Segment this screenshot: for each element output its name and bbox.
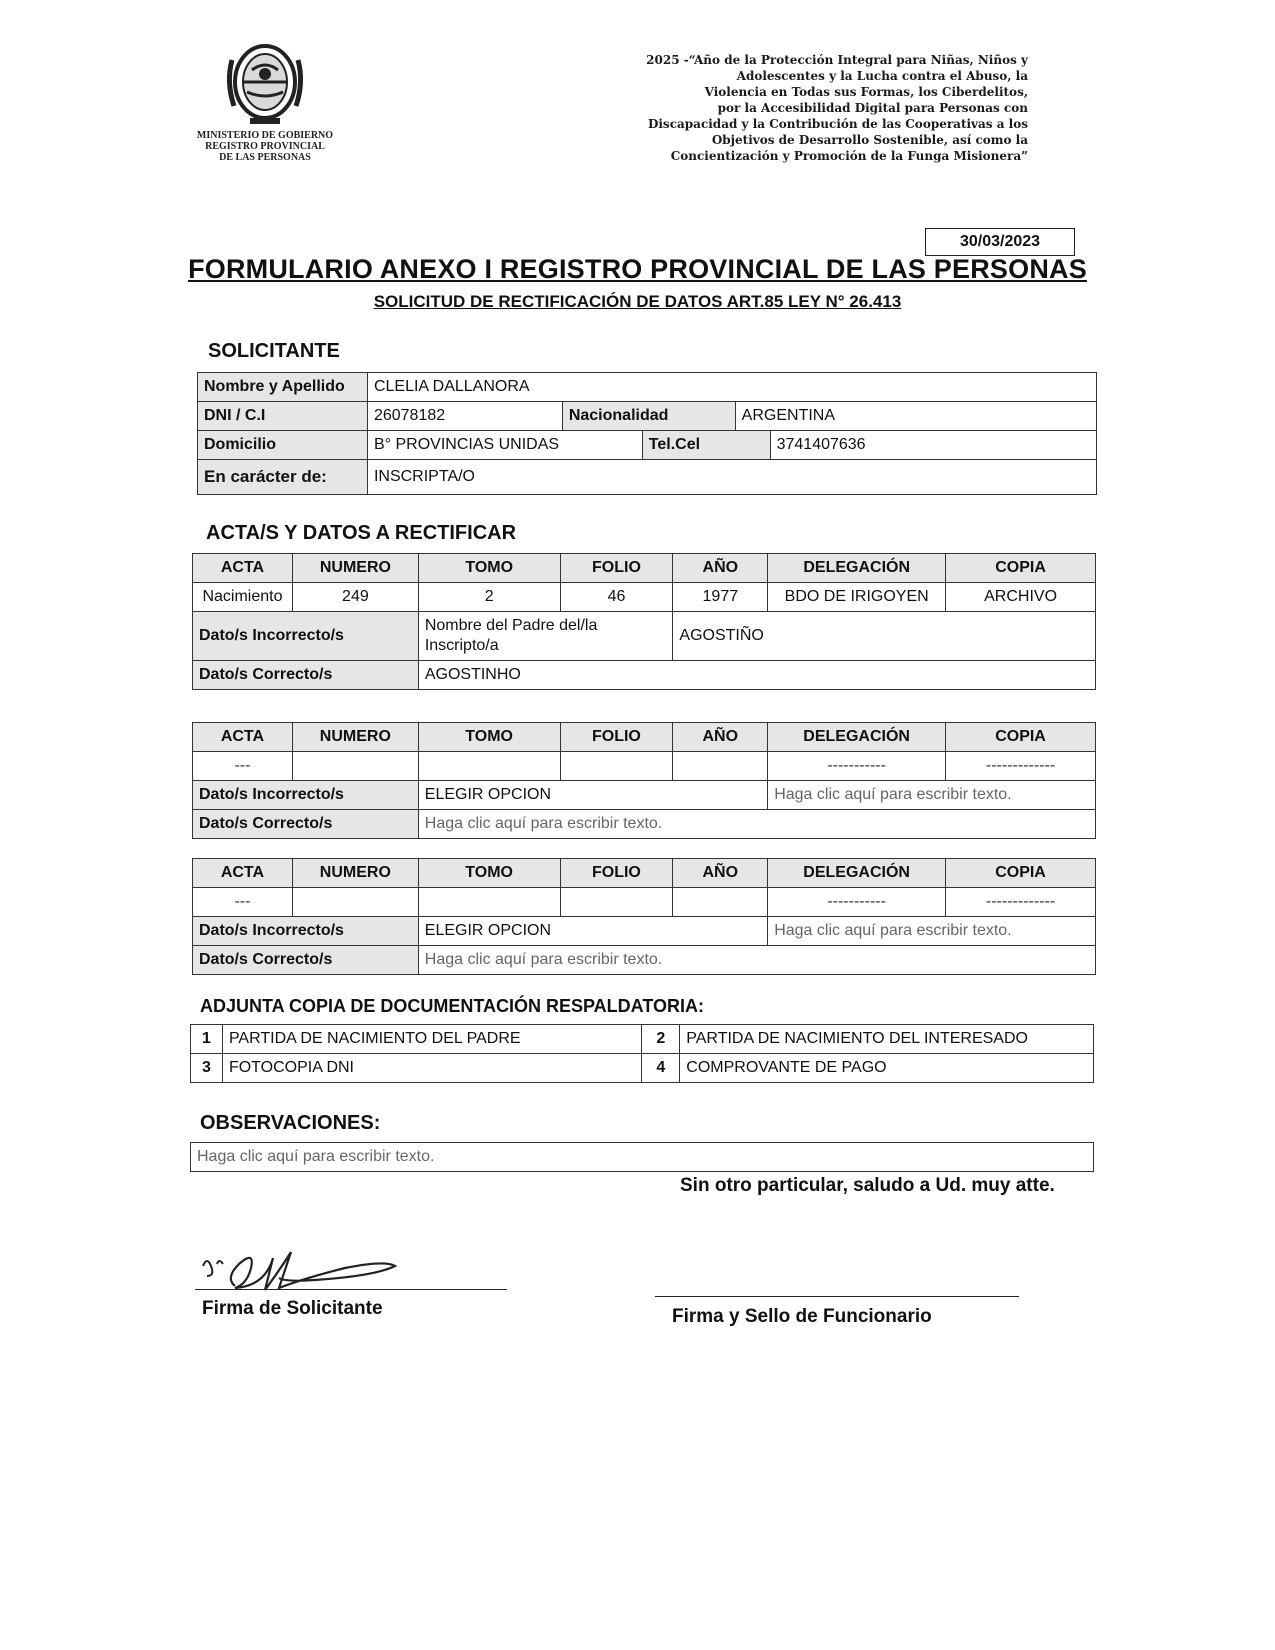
delegacion-cell[interactable]: ----------- xyxy=(768,888,946,917)
incorrect-label: Dato/s Incorrecto/s xyxy=(193,781,419,810)
correct-value-field[interactable]: AGOSTINHO xyxy=(418,661,1095,690)
header-folio: FOLIO xyxy=(560,859,673,888)
header-delegacion: DELEGACIÓN xyxy=(768,554,946,583)
ano-cell[interactable] xyxy=(673,888,768,917)
motto-line: Objetivos de Desarrollo Sostenible, así como la xyxy=(711,133,1028,147)
provincial-seal-icon xyxy=(222,40,308,128)
header-ano: AÑO xyxy=(673,859,768,888)
correct-value-field[interactable]: Haga clic aquí para escribir texto. xyxy=(418,946,1095,975)
adjunta-title: ADJUNTA COPIA DE DOCUMENTACIÓN RESPALDATORIA: xyxy=(200,996,704,1016)
incorrect-value-field[interactable]: AGOSTIÑO xyxy=(673,612,1096,661)
signature-line-funcionario xyxy=(655,1296,1019,1297)
header-folio: FOLIO xyxy=(560,554,673,583)
copia-cell[interactable]: ------------- xyxy=(946,752,1096,781)
header-acta: ACTA xyxy=(193,859,293,888)
incorrect-label: Dato/s Incorrecto/s xyxy=(193,917,419,946)
acta-cell[interactable]: Nacimiento xyxy=(193,583,293,612)
motto-line: Violencia en Todas sus Formas, los Ciberdelitos, xyxy=(704,85,1028,99)
incorrect-field-select[interactable]: ELEGIR OPCION xyxy=(418,917,767,946)
ministry-line: DE LAS PERSONAS xyxy=(219,152,311,163)
incorrect-value-field[interactable]: Haga clic aquí para escribir texto. xyxy=(768,781,1096,810)
header-copia: COPIA xyxy=(946,723,1096,752)
nombre-field[interactable]: CLELIA DALLANORA xyxy=(367,373,1096,402)
correct-value-field[interactable]: Haga clic aquí para escribir texto. xyxy=(418,810,1095,839)
firma-solicitante-label: Firma de Solicitante xyxy=(202,1298,383,1319)
observaciones-title: OBSERVACIONES: xyxy=(200,1112,381,1134)
delegacion-cell[interactable]: ----------- xyxy=(768,752,946,781)
form-title: FORMULARIO ANEXO I REGISTRO PROVINCIAL DE LAS PERSONAS xyxy=(188,254,1087,284)
header-numero: NUMERO xyxy=(292,859,418,888)
observaciones-field[interactable]: Haga clic aquí para escribir texto. xyxy=(191,1143,1094,1172)
actas-title: ACTA/S Y DATOS A RECTIFICAR xyxy=(206,522,517,544)
ministry-name xyxy=(180,130,350,163)
ministry-line: MINISTERIO DE GOBIERNO xyxy=(196,130,334,141)
doc-item[interactable]: COMPROVANTE DE PAGO xyxy=(680,1054,1094,1083)
observaciones-table xyxy=(190,1142,1094,1172)
header-copia: COPIA xyxy=(946,554,1096,583)
tel-field[interactable]: 3741407636 xyxy=(770,431,1096,460)
folio-cell[interactable]: 46 xyxy=(560,583,673,612)
header-numero: NUMERO xyxy=(292,554,418,583)
doc-number: 4 xyxy=(642,1054,680,1083)
header-ano: AÑO xyxy=(673,554,768,583)
ministry-line: REGISTRO PROVINCIAL xyxy=(205,141,325,152)
tomo-cell[interactable] xyxy=(418,888,560,917)
motto-line: Concientización y Promoción de la Funga Misionera” xyxy=(670,149,1028,163)
signature-line-solicitante xyxy=(195,1289,507,1290)
solicitante-title: SOLICITANTE xyxy=(208,340,340,362)
acta-block-3 xyxy=(192,858,1096,975)
ano-cell[interactable] xyxy=(673,752,768,781)
correct-label: Dato/s Correcto/s xyxy=(193,661,419,690)
firma-funcionario-label: Firma y Sello de Funcionario xyxy=(672,1306,932,1327)
numero-cell[interactable] xyxy=(292,888,418,917)
solicitante-table xyxy=(197,372,1097,495)
header-tomo: TOMO xyxy=(418,723,560,752)
acta-block-2 xyxy=(192,722,1096,839)
header-tomo: TOMO xyxy=(418,554,560,583)
caracter-field[interactable]: INSCRIPTA/O xyxy=(367,460,1096,495)
dni-label: DNI / C.I xyxy=(198,402,368,431)
domicilio-label: Domicilio xyxy=(198,431,368,460)
folio-cell[interactable] xyxy=(560,752,673,781)
dni-field[interactable]: 26078182 xyxy=(367,402,562,431)
correct-label: Dato/s Correcto/s xyxy=(193,946,419,975)
doc-number: 2 xyxy=(642,1025,680,1054)
header-acta: ACTA xyxy=(193,723,293,752)
doc-item[interactable]: PARTIDA DE NACIMIENTO DEL PADRE xyxy=(222,1025,641,1054)
header-delegacion: DELEGACIÓN xyxy=(768,859,946,888)
header-tomo: TOMO xyxy=(418,859,560,888)
form-subtitle: SOLICITUD DE RECTIFICACIÓN DE DATOS ART.85 LEY N° 26.413 xyxy=(373,292,902,311)
acta-cell[interactable]: --- xyxy=(193,888,293,917)
nacionalidad-field[interactable]: ARGENTINA xyxy=(735,402,1096,431)
doc-item[interactable]: FOTOCOPIA DNI xyxy=(222,1054,641,1083)
nombre-label: Nombre y Apellido xyxy=(198,373,368,402)
motto-line: por la Accesibilidad Digital para Personas con xyxy=(717,101,1028,115)
date-field[interactable]: 30/03/2023 xyxy=(925,228,1075,256)
doc-item[interactable]: PARTIDA DE NACIMIENTO DEL INTERESADO xyxy=(680,1025,1094,1054)
domicilio-field[interactable]: B° PROVINCIAS UNIDAS xyxy=(367,431,642,460)
tel-label: Tel.Cel xyxy=(642,431,770,460)
acta-block-1 xyxy=(192,553,1096,690)
doc-number: 3 xyxy=(191,1054,223,1083)
header-acta: ACTA xyxy=(193,554,293,583)
incorrect-field-select[interactable]: ELEGIR OPCION xyxy=(418,781,767,810)
motto-line: Adolescentes y la Lucha contra el Abuso, la xyxy=(736,69,1028,83)
numero-cell[interactable]: 249 xyxy=(292,583,418,612)
folio-cell[interactable] xyxy=(560,888,673,917)
correct-label: Dato/s Correcto/s xyxy=(193,810,419,839)
closing-text: Sin otro particular, saludo a Ud. muy atte. xyxy=(680,1175,1055,1196)
ano-cell[interactable]: 1977 xyxy=(673,583,768,612)
incorrect-field-select[interactable]: Nombre del Padre del/la Inscripto/a xyxy=(418,612,673,661)
motto-line: 2025 -“Año de la Protección Integral para Niñas, Niños y xyxy=(646,53,1028,67)
header-delegacion: DELEGACIÓN xyxy=(768,723,946,752)
header-folio: FOLIO xyxy=(560,723,673,752)
tomo-cell[interactable]: 2 xyxy=(418,583,560,612)
copia-cell[interactable]: ------------- xyxy=(946,888,1096,917)
year-motto xyxy=(560,52,1028,164)
caracter-label: En carácter de: xyxy=(198,460,368,495)
acta-cell[interactable]: --- xyxy=(193,752,293,781)
delegacion-cell[interactable]: BDO DE IRIGOYEN xyxy=(768,583,946,612)
incorrect-value-field[interactable]: Haga clic aquí para escribir texto. xyxy=(768,917,1096,946)
ministry-header xyxy=(180,40,350,163)
header-numero: NUMERO xyxy=(292,723,418,752)
doc-number: 1 xyxy=(191,1025,223,1054)
adjunta-table xyxy=(190,1024,1094,1083)
copia-cell[interactable]: ARCHIVO xyxy=(946,583,1096,612)
numero-cell[interactable] xyxy=(292,752,418,781)
header-copia: COPIA xyxy=(946,859,1096,888)
nacionalidad-label: Nacionalidad xyxy=(562,402,735,431)
motto-line: Discapacidad y la Contribución de las Cooperativas a los xyxy=(647,117,1028,131)
incorrect-label: Dato/s Incorrecto/s xyxy=(193,612,419,661)
header-ano: AÑO xyxy=(673,723,768,752)
tomo-cell[interactable] xyxy=(418,752,560,781)
